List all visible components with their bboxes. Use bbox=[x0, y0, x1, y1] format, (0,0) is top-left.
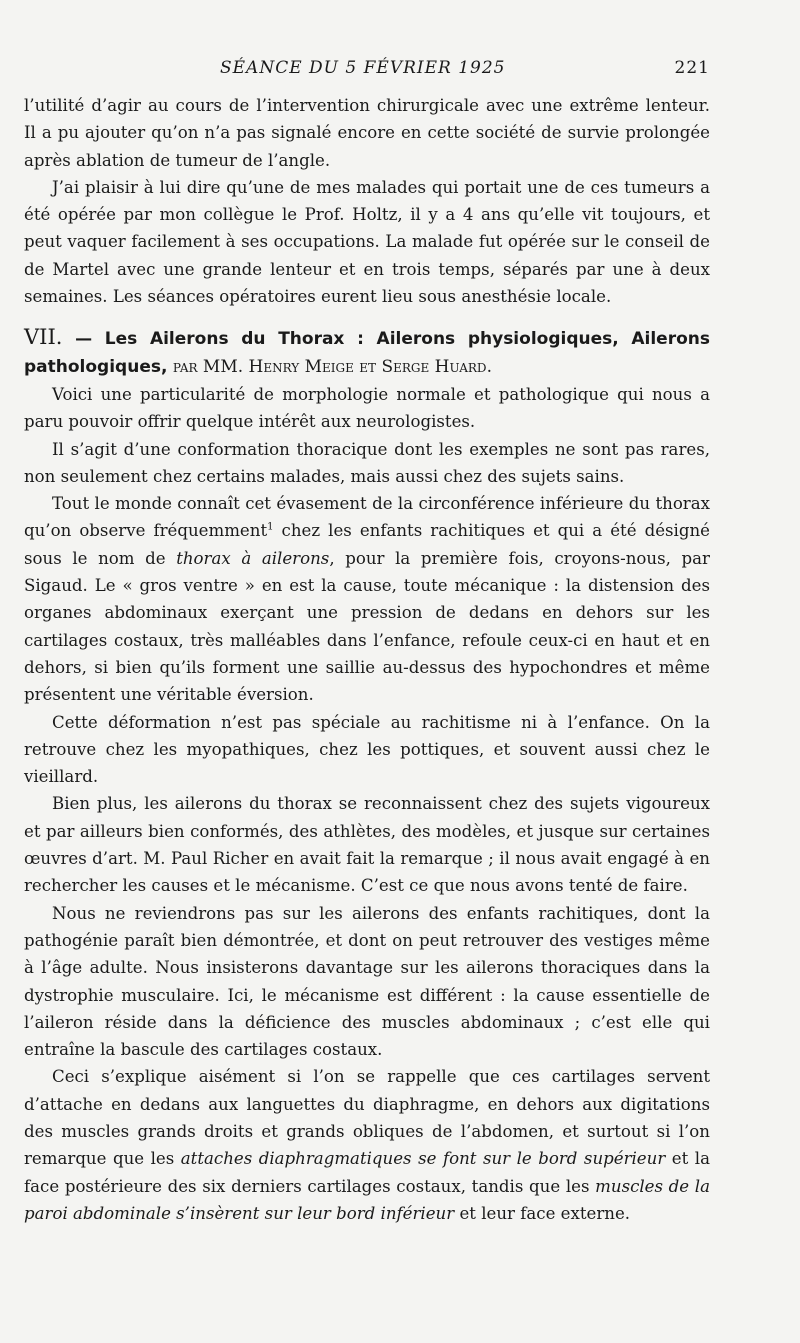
section-number: VII. bbox=[24, 325, 63, 350]
section-author-2: Serge Huard bbox=[381, 356, 487, 377]
paragraph-4: Il s’agit d’une conformation thoracique dont les exemples ne sont pas rares, non seulement chez certains malades, mais aussi chez des sujets sains. bbox=[24, 439, 710, 486]
running-head bbox=[100, 58, 710, 84]
section-end: . bbox=[486, 356, 492, 377]
p5-after: , pour la première fois, croyons-nous, par Sigaud. Le « gros ventre » en est la cause, toute mécanique : la distension des organes abdominaux exerçant une pression de dedans en dehors sur les cartilages costaux, très malléables dans l’enfance, refoule ceux-ci en haut et en dehors, si bien qu’ils forment une saillie au-dessus des hypochondres et même présentent une véritable éversion. bbox=[24, 548, 710, 705]
section-heading bbox=[24, 324, 710, 381]
p9-after: et leur face externe. bbox=[454, 1203, 631, 1223]
paragraph-7: Bien plus, les ailerons du thorax se reconnaissent chez des sujets vigoureux et par ailleurs bien conformés, des athlètes, des modèles, et jusque sur certaines œuvres d’art. M. Paul Richer en avait fait la remarque ; il nous avait engagé à en rechercher les causes et le mécanisme. C’est ce que nous avons tenté de faire. bbox=[24, 794, 710, 896]
footnote-marker: 1 bbox=[267, 521, 274, 533]
p9-before: Ceci s’explique aisément si l’on se rappelle que ces cartilages servent d’attache en dedans aux languettes du diaphragme, en dehors aux digitations des muscles grands droits et grands obliques de l’abdomen, et surtout si l’on remarque que les bbox=[24, 1067, 710, 1169]
paragraph-5 bbox=[24, 490, 710, 708]
paragraph-2: J’ai plaisir à lui dire qu’une de mes malades qui portait une de ces tumeurs a été opérée par mon collègue le Prof. Holtz, il y a 4 ans qu’elle vit toujours, et peut vaquer facilement à ses occupations. La malade fut opérée sur le conseil de de Martel avec une grande lenteur et en trois temps, séparés par une à deux semaines. Les séances opératoires eurent lieu sous anesthésie locale. bbox=[24, 177, 710, 307]
p9-italic-1: attaches diaphragmatiques se font sur le bord supérieur bbox=[180, 1149, 666, 1169]
p9-italic-2: muscles de la paroi abdominale s’insèrent sur leur bord inférieur bbox=[24, 1176, 710, 1223]
paragraph-1: l’utilité d’agir au cours de l’intervention chirurgicale avec une extrême lenteur. Il a pu ajouter qu’on n’a pas signalé encore en cette société de survie prolongée après ablation de tumeur de l’angle. bbox=[24, 96, 710, 170]
p5-italic-term: thorax à ailerons bbox=[176, 548, 330, 568]
paragraph-6: Cette déformation n’est pas spéciale au rachitisme ni à l’enfance. On la retrouve chez les myopathiques, chez les pottiques, et souvent aussi chez le vieillard. bbox=[24, 712, 710, 787]
paragraph-3: Voici une particularité de morphologie normale et pathologique qui nous a paru pouvoir offrir quelque intérêt aux neurologistes. bbox=[24, 384, 710, 432]
paragraph-9 bbox=[24, 1063, 710, 1227]
p5-before: Tout le monde connaît cet évasement de la circonférence inférieure du thorax qu’on observe fréquemment bbox=[24, 494, 710, 541]
running-title: SÉANCE DU 5 FÉVRIER 1925 bbox=[220, 58, 506, 78]
body-text bbox=[24, 92, 710, 1227]
paragraph-8: Nous ne reviendrons pas sur les ailerons des enfants rachitiques, dont la pathogénie paraît bien démontrée, et dont on peut retrouver des vestiges même à l’âge adulte. Nous insisterons davantage sur les ailerons thoraciques dans la dystrophie musculaire. Ici, le mécanisme est différent : la cause essentielle de l’aileron réside dans la déficience des muscles abdominaux ; c’est elle qui entraîne la bascule des cartilages costaux. bbox=[24, 903, 710, 1060]
section-and: et bbox=[353, 356, 382, 377]
section-by: par MM. bbox=[167, 356, 249, 377]
page-number: 221 bbox=[674, 58, 710, 78]
p5-middle: chez les enfants rachitiques et qui a été désigné sous le nom de bbox=[24, 521, 710, 568]
section-dash: — bbox=[62, 329, 105, 350]
section-author-1: Henry Meige bbox=[248, 356, 354, 377]
p9-middle: et la face postérieure des six derniers cartilages costaux, tandis que les bbox=[24, 1149, 710, 1196]
section-title: Les Ailerons du Thorax : Ailerons physiologiques, Ailerons pathologiques, bbox=[24, 329, 710, 377]
